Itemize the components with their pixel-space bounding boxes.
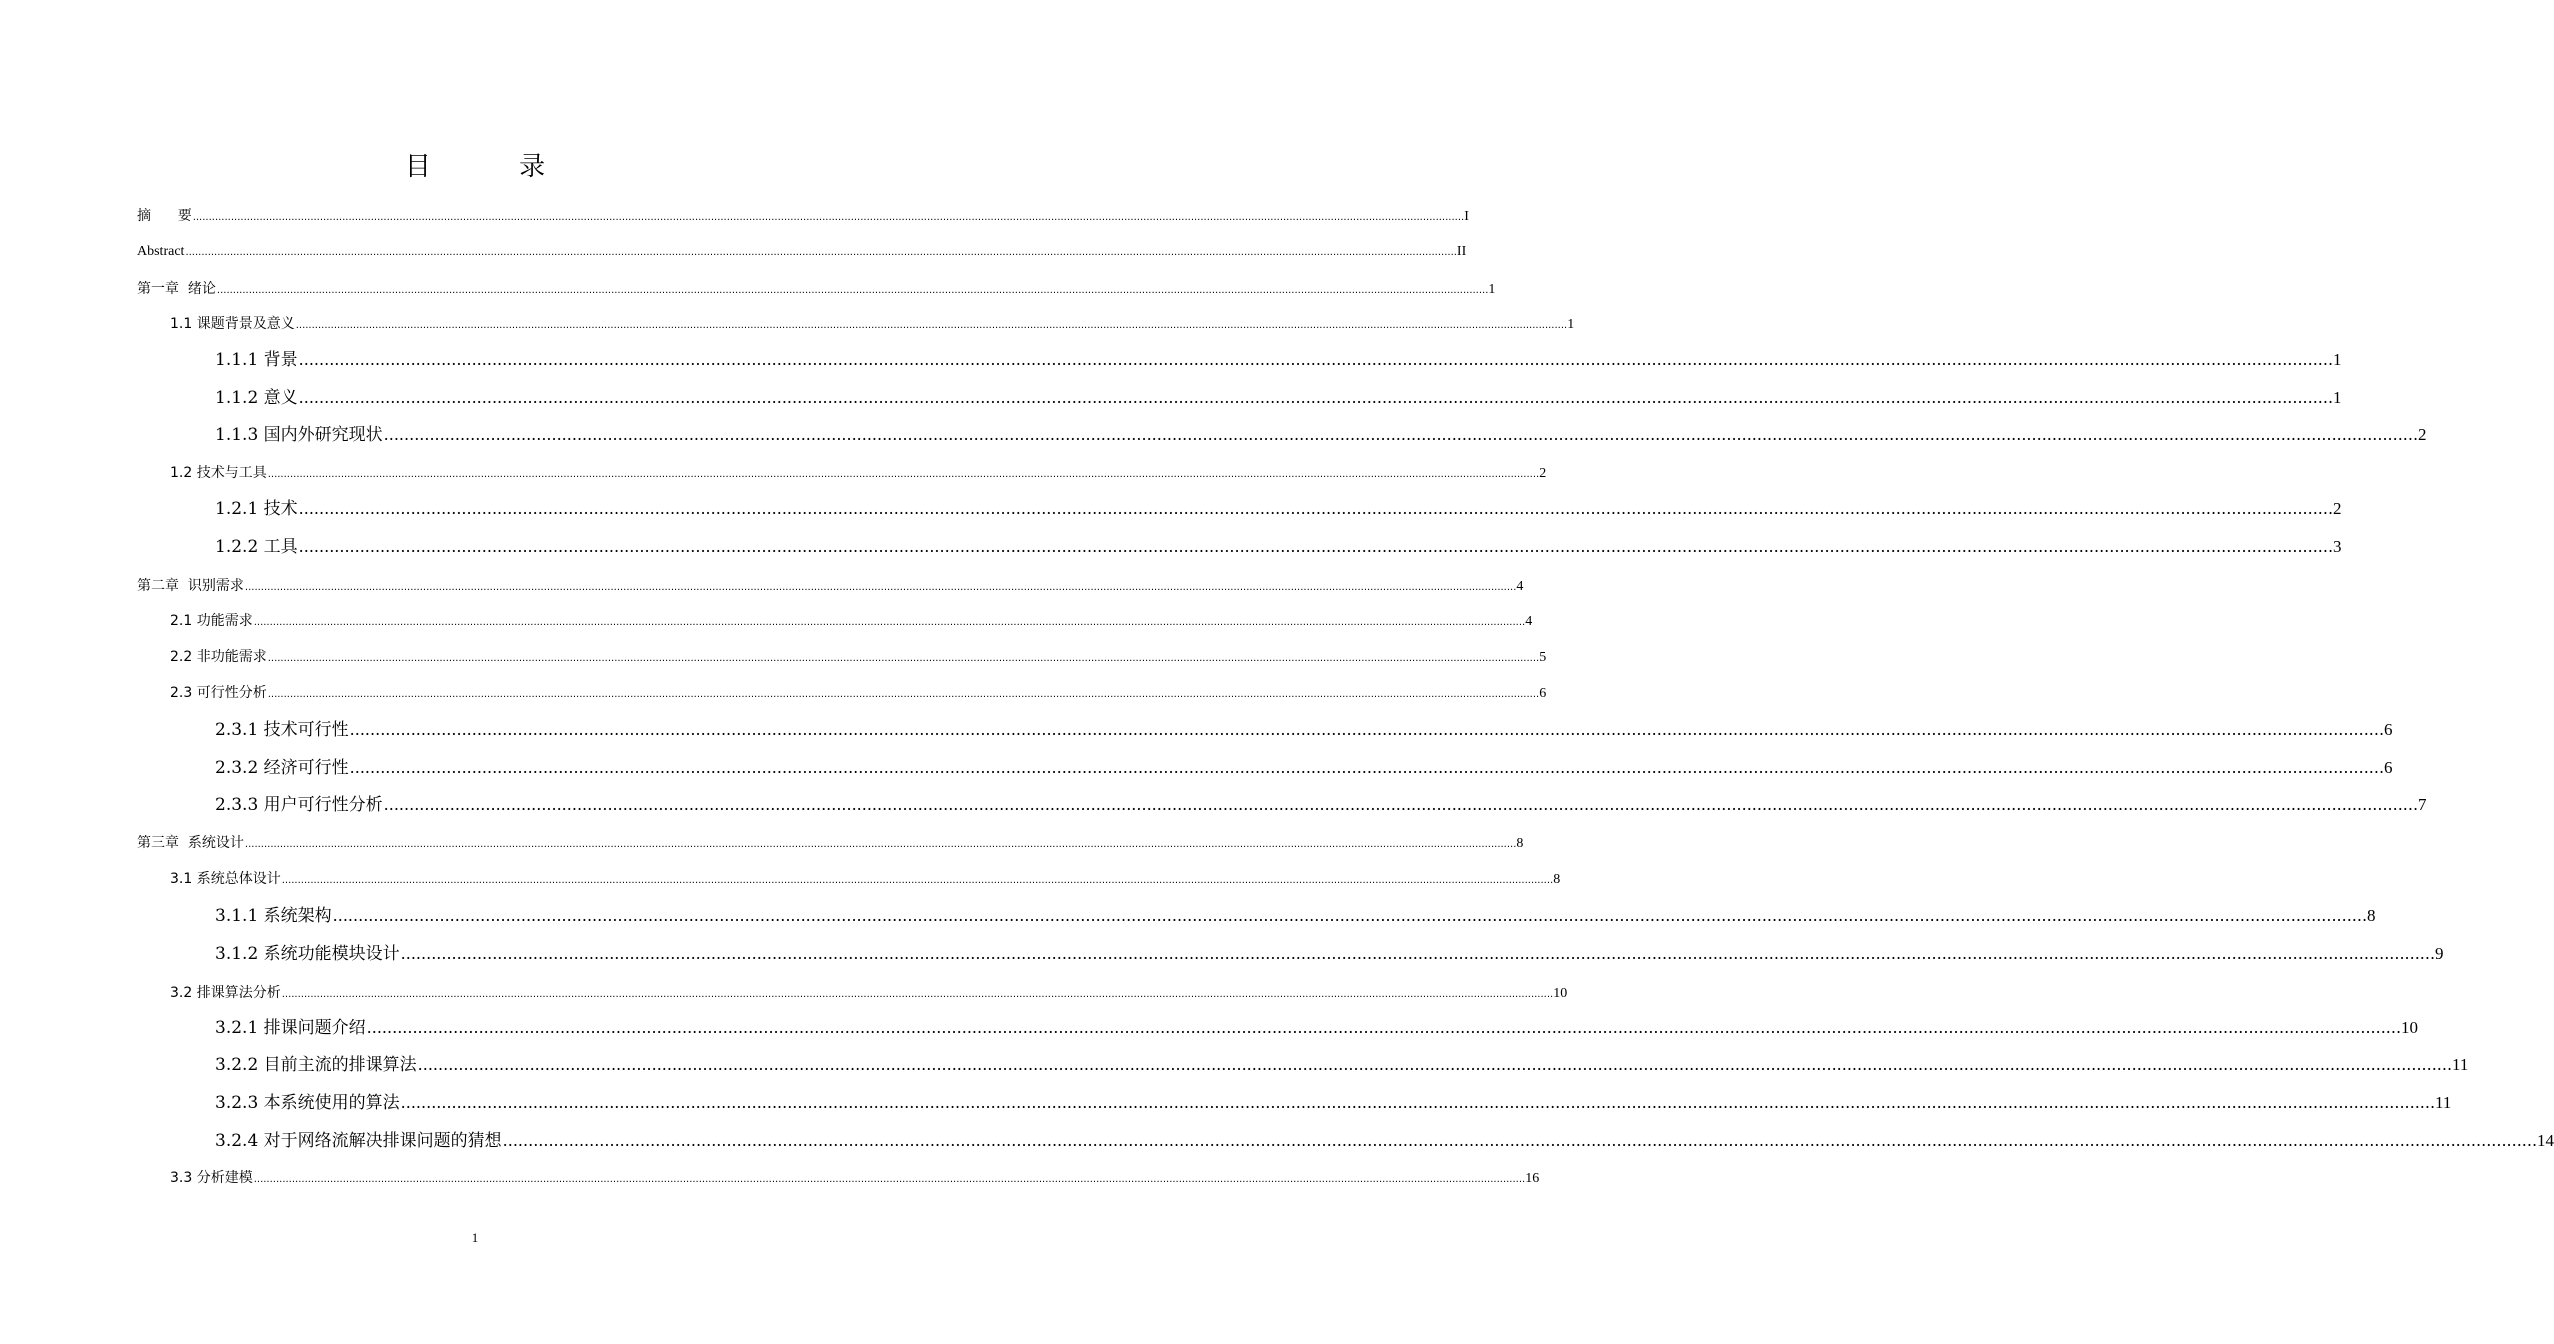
dot-leader: ................................................................................................................................................................................................................................................................................................................................................................................................................ <box>253 617 1526 628</box>
dot-leader: ................................................................................................................................................................................................................................................................................................................................................................................................................ <box>298 388 2334 407</box>
toc-entry-label: 3.2.3 本系统使用的算法 <box>215 1093 400 1113</box>
toc-entry-page: 1 <box>2333 350 2342 369</box>
toc-entry[interactable] <box>137 280 1496 300</box>
toc-entry[interactable] <box>137 577 1524 597</box>
dot-leader: ................................................................................................................................................................................................................................................................................................................................................................................................................ <box>400 1093 2436 1112</box>
dot-leader: ................................................................................................................................................................................................................................................................................................................................................................................................................ <box>281 875 1554 886</box>
toc-entry-page: 10 <box>2401 1018 2419 1037</box>
toc-entry-label: 1.1.1 背景 <box>215 350 298 370</box>
toc-entry[interactable] <box>215 1017 2419 1039</box>
toc-entry[interactable] <box>170 984 1568 1004</box>
toc-entry[interactable] <box>215 943 2444 965</box>
dot-leader: ................................................................................................................................................................................................................................................................................................................................................................................................................ <box>332 906 2368 925</box>
dot-leader: ................................................................................................................................................................................................................................................................................................................................................................................................................ <box>244 839 1517 850</box>
toc-entry-label: 3.1 系统总体设计 <box>170 871 281 887</box>
dot-leader: ................................................................................................................................................................................................................................................................................................................................................................................................................ <box>253 1174 1526 1185</box>
toc-entry[interactable] <box>215 349 2342 371</box>
toc-entry[interactable] <box>215 387 2342 409</box>
page-title: 目 录 <box>404 152 586 182</box>
toc-entry[interactable] <box>170 464 1547 484</box>
toc-entry[interactable] <box>215 757 2393 779</box>
toc-entry[interactable] <box>137 834 1524 854</box>
toc-entry-label: Abstract <box>137 244 185 259</box>
toc-entry-page: 14 <box>2537 1131 2554 1150</box>
toc-entry-page: 8 <box>1516 836 1524 851</box>
toc-entry[interactable] <box>215 424 2427 446</box>
toc-entry-label: 3.3 分析建模 <box>170 1170 253 1186</box>
toc-entry[interactable] <box>215 1130 2554 1152</box>
toc-entry-label: 1.1 课题背景及意义 <box>170 316 295 332</box>
dot-leader: ................................................................................................................................................................................................................................................................................................................................................................................................................ <box>298 499 2334 518</box>
toc-entry-label: 3.1.2 系统功能模块设计 <box>215 944 400 964</box>
dot-leader: ................................................................................................................................................................................................................................................................................................................................................................................................................ <box>267 653 1540 664</box>
toc-entry-page: 2 <box>2418 425 2427 444</box>
dot-leader: ................................................................................................................................................................................................................................................................................................................................................................................................................ <box>417 1055 2453 1074</box>
toc-entry-page: 3 <box>2333 537 2342 556</box>
toc-entry-page: 16 <box>1525 1171 1540 1186</box>
toc-entry-page: 4 <box>1516 579 1524 594</box>
dot-leader: ................................................................................................................................................................................................................................................................................................................................................................................................................ <box>400 944 2436 963</box>
dot-leader: ................................................................................................................................................................................................................................................................................................................................................................................................................ <box>216 285 1489 296</box>
toc-entry-page: 8 <box>1553 872 1561 887</box>
toc-entry-label: 3.1.1 系统架构 <box>215 906 332 926</box>
dot-leader: ................................................................................................................................................................................................................................................................................................................................................................................................................ <box>383 425 2419 444</box>
dot-leader: ................................................................................................................................................................................................................................................................................................................................................................................................................ <box>295 320 1568 331</box>
toc-entry-page: 1 <box>1567 317 1575 332</box>
dot-leader: ................................................................................................................................................................................................................................................................................................................................................................................................................ <box>383 795 2419 814</box>
dot-leader: ................................................................................................................................................................................................................................................................................................................................................................................................................ <box>281 989 1554 1000</box>
toc-entry[interactable] <box>137 207 1469 227</box>
toc-entry-page: I <box>1464 209 1469 224</box>
toc-entry[interactable] <box>170 684 1547 704</box>
toc-entry[interactable] <box>215 905 2376 927</box>
toc-entry-page: 1 <box>1488 282 1496 297</box>
toc-entry-page: 1 <box>2333 388 2342 407</box>
dot-leader: ................................................................................................................................................................................................................................................................................................................................................................................................................ <box>298 350 2334 369</box>
toc-entry[interactable] <box>137 243 1467 262</box>
dot-leader: ................................................................................................................................................................................................................................................................................................................................................................................................................ <box>366 1018 2402 1037</box>
toc-entry[interactable] <box>215 1054 2469 1076</box>
toc-entry-page: 10 <box>1553 986 1568 1001</box>
toc-entry-page: 6 <box>1539 686 1547 701</box>
toc-entry[interactable] <box>215 794 2427 816</box>
dot-leader: ................................................................................................................................................................................................................................................................................................................................................................................................................ <box>192 212 1465 223</box>
toc-entry[interactable] <box>215 536 2342 558</box>
dot-leader: ................................................................................................................................................................................................................................................................................................................................................................................................................ <box>502 1131 2538 1150</box>
toc-entry-page: II <box>1456 244 1467 259</box>
toc-entry-page: 8 <box>2367 906 2376 925</box>
dot-leader: ................................................................................................................................................................................................................................................................................................................................................................................................................ <box>349 758 2385 777</box>
toc-entry-label: 3.2 排课算法分析 <box>170 985 281 1001</box>
toc-entry[interactable] <box>170 648 1547 668</box>
toc-entry-page: 2 <box>2333 499 2342 518</box>
toc-entry-label: 2.2 非功能需求 <box>170 649 267 665</box>
toc-entry-label: 第一章 绪论 <box>137 281 216 297</box>
toc-entry-label: 2.3.2 经济可行性 <box>215 758 349 778</box>
toc-entry-label: 2.3.1 技术可行性 <box>215 720 349 740</box>
toc-entry-label: 1.2.2 工具 <box>215 537 298 557</box>
toc-entry-page: 5 <box>1539 650 1547 665</box>
toc-entry[interactable] <box>170 1169 1540 1189</box>
toc-entry-label: 2.3.3 用户可行性分析 <box>215 795 383 815</box>
toc-entry-label: 2.3 可行性分析 <box>170 685 267 701</box>
toc-entry-page: 6 <box>2384 758 2393 777</box>
dot-leader: ................................................................................................................................................................................................................................................................................................................................................................................................................ <box>298 537 2334 556</box>
toc-entry-page: 4 <box>1525 614 1533 629</box>
toc-entry[interactable] <box>170 870 1561 890</box>
toc-entry[interactable] <box>215 498 2342 520</box>
dot-leader: ................................................................................................................................................................................................................................................................................................................................................................................................................ <box>267 689 1540 700</box>
toc-entry-page: 6 <box>2384 720 2393 739</box>
toc-entry-label: 第三章 系统设计 <box>137 835 244 851</box>
toc-entry[interactable] <box>215 719 2393 741</box>
toc-entry-label: 1.1.2 意义 <box>215 388 298 408</box>
page-number: 1 <box>471 1230 479 1245</box>
toc-entry-label: 3.2.4 对于网络流解决排课问题的猜想 <box>215 1131 502 1151</box>
toc-entry-label: 1.2.1 技术 <box>215 499 298 519</box>
toc-entry-page: 9 <box>2435 944 2444 963</box>
toc-entry-page: 11 <box>2452 1055 2469 1074</box>
dot-leader: ................................................................................................................................................................................................................................................................................................................................................................................................................ <box>244 582 1517 593</box>
toc-entry[interactable] <box>170 315 1575 335</box>
toc-entry-page: 7 <box>2418 795 2427 814</box>
toc-entry-label: 1.2 技术与工具 <box>170 465 267 481</box>
toc-entry[interactable] <box>170 612 1533 632</box>
dot-leader: ................................................................................................................................................................................................................................................................................................................................................................................................................ <box>185 247 1457 258</box>
toc-entry-label: 3.2.2 目前主流的排课算法 <box>215 1055 417 1075</box>
toc-entry-label: 1.1.3 国内外研究现状 <box>215 425 383 445</box>
toc-entry-label: 第二章 识别需求 <box>137 578 244 594</box>
dot-leader: ................................................................................................................................................................................................................................................................................................................................................................................................................ <box>349 720 2385 739</box>
toc-entry-page: 2 <box>1539 466 1547 481</box>
toc-entry-label: 3.2.1 排课问题介绍 <box>215 1018 366 1038</box>
dot-leader: ................................................................................................................................................................................................................................................................................................................................................................................................................ <box>267 469 1540 480</box>
toc-entry-label: 2.1 功能需求 <box>170 613 253 629</box>
toc-entry-label: 摘 要 <box>137 208 192 224</box>
toc-entry[interactable] <box>215 1092 2452 1114</box>
toc-entry-page: 11 <box>2435 1093 2452 1112</box>
